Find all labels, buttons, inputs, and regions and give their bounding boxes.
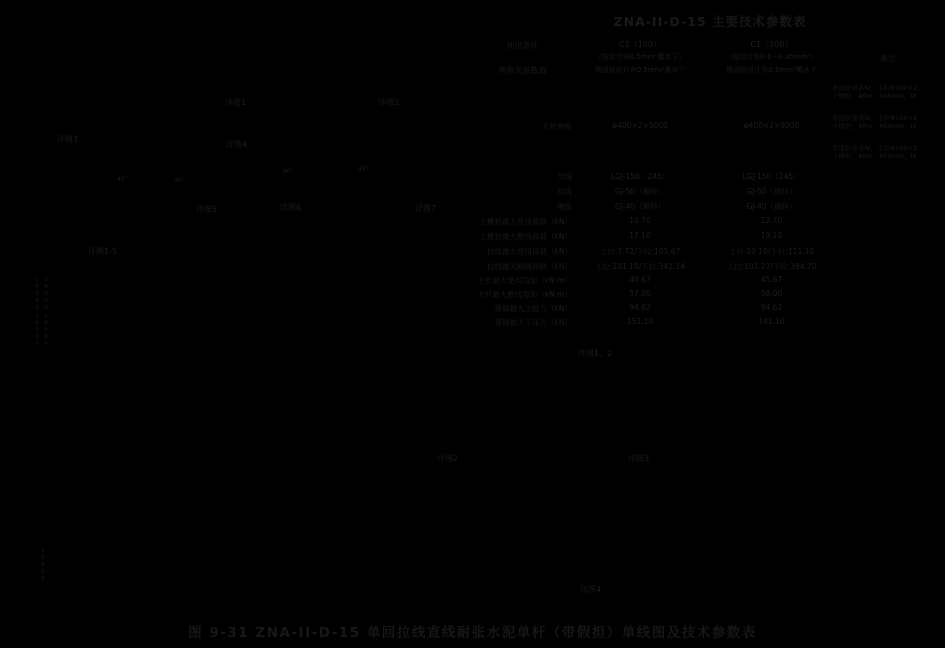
table-header-col2-line1: C1（100） <box>619 40 661 49</box>
remark-note <box>832 84 944 100</box>
angle-label-60: 60° <box>175 177 186 184</box>
table-row-label: 拉线最大使用荷载（kN） <box>487 247 572 256</box>
table-cell: 94.62 <box>760 303 783 312</box>
table-row-label: 基础最大上拔力（kN） <box>494 304 572 313</box>
table-header-col3-line2: （按设计有0.6～0.45mm²） <box>725 53 818 61</box>
table-cell: 上拉:10.10/下拉:111.10 <box>728 247 815 256</box>
vertical-dimension-4: 10000 <box>43 313 49 348</box>
table-header-spec: 规格及参数值 <box>498 66 547 75</box>
table-row-label: 主杆规格 <box>542 122 572 131</box>
view-caption-bottom: 详图4 <box>580 585 602 594</box>
table-row-label: 上横担最大断线荷载（kN） <box>479 232 572 241</box>
detail-callout-2: 详图2 <box>378 98 400 107</box>
table-cell: 上拉:101.17/下拉:394.70 <box>726 262 817 271</box>
table-cell: 57.00 <box>629 289 651 298</box>
table-cell: 94.62 <box>629 303 651 312</box>
table-header-col2-line2: （按设计有0.5mm²覆冰下） <box>594 53 686 61</box>
page-title: ZNA-II-D-15 主要技术参数表 <box>613 14 807 29</box>
view-caption-low-right: 详图3 <box>628 454 650 463</box>
table-cell: 上拉:101.10/下拉:341.14 <box>594 262 686 271</box>
remark-2-line2: 中横担，40m，450mm，Ⅸ <box>832 122 917 130</box>
table-header-col3-line1: C1（100） <box>750 40 793 49</box>
remark-note <box>832 114 944 130</box>
table-row-label: 主杆最大断线弯矩（kN·m） <box>477 290 572 299</box>
table-cell: GJ-50（镀锌） <box>614 187 665 196</box>
table-cell: GJ-40（镀锌） <box>614 202 665 211</box>
table-cell: 45.67 <box>760 275 783 284</box>
detail-callout-3: 详图3 <box>57 135 79 144</box>
angle-label-45-left: 45° <box>117 176 128 183</box>
view-caption-left: 详图1-5 <box>88 247 118 256</box>
table-cell: LGJ-150（245） <box>742 172 801 181</box>
detail-callout-7: 详图7 <box>415 204 437 213</box>
table-cell: 40.67 <box>629 275 651 284</box>
table-cell: 12.70 <box>760 216 783 225</box>
vertical-dimension-2: 10000 <box>43 277 49 312</box>
table-header-col3-line3: 侧面按设计有0.5mm²覆冰下 <box>726 66 817 74</box>
table-row-label: 上横担最大使用荷载（kN） <box>479 217 572 226</box>
remark-1-line1: 普通拉条系Ⅳ，主拉Φ100×2， <box>832 84 924 92</box>
table-cell: 17.10 <box>629 231 651 240</box>
table-row-label: 拉线 <box>557 187 572 196</box>
table-header-conditions: 使用条件 <box>506 41 539 50</box>
table-cell: φ400×2×9000 <box>743 121 800 130</box>
detail-callout-5: 详图5 <box>196 205 218 214</box>
table-row-label: 地线 <box>557 202 572 211</box>
figure-caption: 图 9-31 ZNA-II-D-15 单回拉线直线耐张水泥单杆（带假担）单线图及技术参数表 <box>188 625 757 641</box>
remark-note <box>832 144 944 160</box>
table-row-label: 基础最大下压力（kN） <box>494 318 572 327</box>
vertical-dimension-5: 10000 <box>40 548 46 583</box>
remark-1-line2: 上横担，40m，450mm，Ⅸ <box>832 92 917 100</box>
table-cell: 151.10 <box>626 317 654 326</box>
table-cell: GJ-50（镀锌） <box>746 187 797 196</box>
table-cell: φ400×2×9000 <box>612 121 668 130</box>
remark-3-line2: 下横担，40m，450mm，Ⅸ <box>832 152 917 160</box>
table-cell: GJ-40（镀锌） <box>746 202 797 211</box>
table-cell: LGJ-150（245） <box>610 172 670 181</box>
view-caption-mid: 详图1、2 <box>578 349 613 358</box>
detail-callout-6: 详图6 <box>280 203 302 212</box>
table-header-col2-line3: 侧面按设计有0.5mm²覆冰下 <box>594 66 686 74</box>
angle-label-90: 90° <box>283 168 294 175</box>
pole-single-line-diagram <box>0 30 460 610</box>
vertical-dimension-1: 10000 <box>34 277 40 312</box>
detail-callout-4: 详图4 <box>226 140 248 149</box>
table-cell: 10.70 <box>629 216 651 225</box>
view-caption-low-left: 详图2 <box>437 454 459 463</box>
table-cell: 141.10 <box>758 317 785 326</box>
detail-callout-1: 详图1 <box>225 98 247 107</box>
table-row-label: 主杆最大使用弯矩（kN·m） <box>477 276 572 285</box>
remark-2-line1: 普通拉条系Ⅳ，主拉Φ100×2， <box>832 114 924 122</box>
table-cell: 58.00 <box>760 289 783 298</box>
table-row-label: 拉线最大断线荷载（kN） <box>487 262 572 271</box>
table-cell: 19.10 <box>760 231 783 240</box>
remark-3-line1: 普通拉条系Ⅳ，主拉Φ100×2， <box>832 144 924 152</box>
table-row-label: 导线 <box>557 172 572 181</box>
vertical-dimension-3: 10000 <box>34 313 40 348</box>
table-header-remarks: 备注 <box>880 54 896 63</box>
table-cell: 上拉:7.72/下拉:101.67 <box>599 247 681 256</box>
angle-label-45-right: 45° <box>358 166 369 173</box>
